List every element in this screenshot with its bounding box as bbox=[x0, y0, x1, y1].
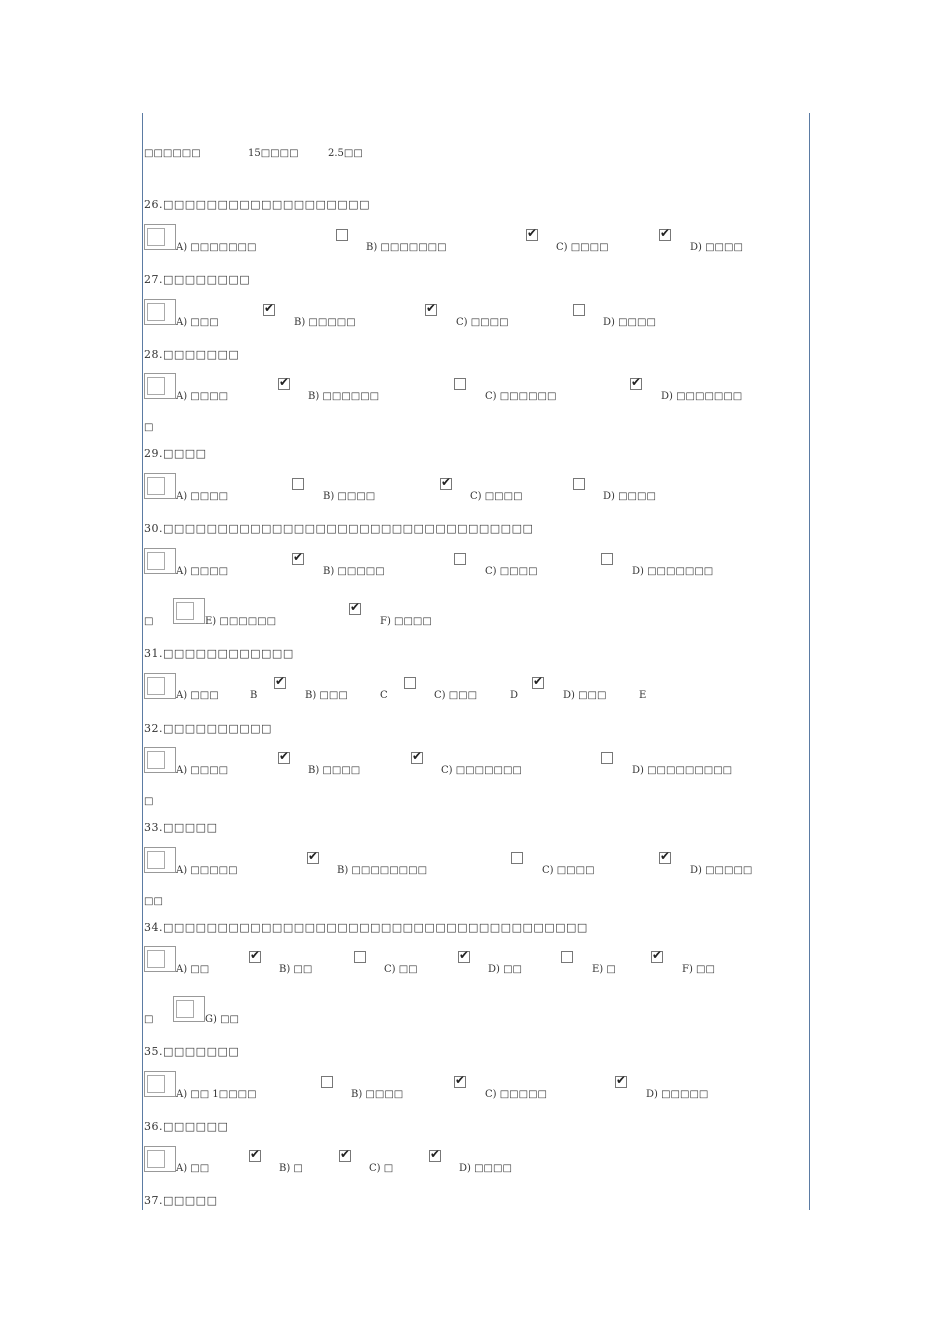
q36-checkbox-c[interactable] bbox=[339, 1150, 351, 1162]
q30-input-box-2[interactable] bbox=[173, 598, 205, 624]
q34-input-box[interactable] bbox=[144, 946, 176, 972]
q26-option-c: C) □□□□ bbox=[556, 242, 609, 253]
q30-option-a: A) □□□□ bbox=[176, 566, 229, 577]
top-text-2: 15□□□□ bbox=[248, 148, 299, 159]
q29-checkbox-c[interactable] bbox=[440, 478, 452, 490]
q26-checkbox-b[interactable] bbox=[336, 229, 348, 241]
question-34-label: 34.□□□□□□□□□□□□□□□□□□□□□□□□□□□□□□□□□□□□□□□ bbox=[144, 921, 588, 934]
q36-option-c: C) □ bbox=[369, 1163, 394, 1174]
q32-checkbox-d[interactable] bbox=[601, 752, 613, 764]
q29-option-a: A) □□□□ bbox=[176, 491, 229, 502]
q35-input-box[interactable] bbox=[144, 1071, 176, 1097]
question-28-label: 28.□□□□□□□ bbox=[144, 348, 240, 361]
question-35-label: 35.□□□□□□□ bbox=[144, 1045, 240, 1058]
q34-option-a: A) □□ bbox=[176, 964, 210, 975]
q27-option-d: D) □□□□ bbox=[603, 317, 656, 328]
question-36-label: 36.□□□□□□ bbox=[144, 1120, 229, 1133]
q33-checkbox-d[interactable] bbox=[659, 852, 671, 864]
q28-checkbox-b[interactable] bbox=[278, 378, 290, 390]
q27-option-b: B) □□□□□ bbox=[294, 317, 356, 328]
q31-option-c: C) □□□ bbox=[434, 690, 478, 701]
q33-checkbox-c[interactable] bbox=[511, 852, 523, 864]
q30-tail: □ bbox=[144, 616, 154, 627]
q36-checkbox-b[interactable] bbox=[249, 1150, 261, 1162]
q28-checkbox-c[interactable] bbox=[454, 378, 466, 390]
q26-checkbox-c[interactable] bbox=[526, 229, 538, 241]
q30-input-box[interactable] bbox=[144, 548, 176, 574]
q33-option-c: C) □□□□ bbox=[542, 865, 595, 876]
q34-checkbox-f[interactable] bbox=[651, 951, 663, 963]
q31-checkbox-c[interactable] bbox=[404, 677, 416, 689]
q32-option-d: D) □□□□□□□□□ bbox=[632, 765, 733, 776]
top-text-3: 2.5□□ bbox=[328, 148, 363, 159]
q34-option-c: C) □□ bbox=[384, 964, 418, 975]
q27-checkbox-c[interactable] bbox=[425, 304, 437, 316]
q36-option-a: A) □□ bbox=[176, 1163, 210, 1174]
q29-checkbox-d[interactable] bbox=[573, 478, 585, 490]
q27-option-c: C) □□□□ bbox=[456, 317, 509, 328]
q36-input-box[interactable] bbox=[144, 1146, 176, 1172]
q30-checkbox-b[interactable] bbox=[292, 553, 304, 565]
q31-input-box[interactable] bbox=[144, 673, 176, 699]
q27-checkbox-d[interactable] bbox=[573, 304, 585, 316]
q32-option-c: C) □□□□□□□ bbox=[441, 765, 522, 776]
q29-checkbox-b[interactable] bbox=[292, 478, 304, 490]
q30-checkbox-c[interactable] bbox=[454, 553, 466, 565]
q35-option-b: B) □□□□ bbox=[351, 1089, 404, 1100]
q36-option-d: D) □□□□ bbox=[459, 1163, 512, 1174]
q34-option-g: G) □□ bbox=[205, 1014, 239, 1025]
q35-option-a: A) □□ 1□□□□ bbox=[176, 1089, 257, 1100]
q28-option-c: C) □□□□□□ bbox=[485, 391, 557, 402]
q32-option-b: B) □□□□ bbox=[308, 765, 361, 776]
q26-option-a: A) □□□□□□□ bbox=[176, 242, 257, 253]
q28-option-b: B) □□□□□□ bbox=[308, 391, 380, 402]
q27-checkbox-b[interactable] bbox=[263, 304, 275, 316]
q30-option-e: E) □□□□□□ bbox=[205, 616, 277, 627]
q30-option-f: F) □□□□ bbox=[380, 616, 432, 627]
q29-option-c: C) □□□□ bbox=[470, 491, 523, 502]
question-31-label: 31.□□□□□□□□□□□□ bbox=[144, 647, 294, 660]
q34-option-b: B) □□ bbox=[279, 964, 313, 975]
q33-option-a: A) □□□□□ bbox=[176, 865, 238, 876]
q31-letter-1: B bbox=[250, 690, 258, 701]
q31-option-a: A) □□□ bbox=[176, 690, 219, 701]
question-29-label: 29.□□□□ bbox=[144, 447, 207, 460]
q33-tail: □□ bbox=[144, 896, 163, 907]
q35-checkbox-d[interactable] bbox=[615, 1076, 627, 1088]
q33-input-box[interactable] bbox=[144, 847, 176, 873]
top-text-1: □□□□□□ bbox=[144, 148, 201, 159]
q30-checkbox-f[interactable] bbox=[349, 603, 361, 615]
q32-tail: □ bbox=[144, 796, 154, 807]
q31-checkbox-d[interactable] bbox=[532, 677, 544, 689]
q34-option-f: F) □□ bbox=[682, 964, 715, 975]
q34-option-d: D) □□ bbox=[488, 964, 522, 975]
q33-option-b: B) □□□□□□□□ bbox=[337, 865, 428, 876]
q32-input-box[interactable] bbox=[144, 747, 176, 773]
q26-option-b: B) □□□□□□□ bbox=[366, 242, 447, 253]
q31-option-b: B) □□□ bbox=[305, 690, 348, 701]
q32-checkbox-c[interactable] bbox=[411, 752, 423, 764]
q28-tail: □ bbox=[144, 422, 154, 433]
question-33-label: 33.□□□□□ bbox=[144, 821, 218, 834]
q28-input-box[interactable] bbox=[144, 373, 176, 399]
q34-checkbox-b[interactable] bbox=[249, 951, 261, 963]
q30-checkbox-d[interactable] bbox=[601, 553, 613, 565]
q26-input-box[interactable] bbox=[144, 224, 176, 250]
q35-option-c: C) □□□□□ bbox=[485, 1089, 547, 1100]
q31-letter-4: E bbox=[639, 690, 647, 701]
q34-checkbox-d[interactable] bbox=[458, 951, 470, 963]
q36-checkbox-d[interactable] bbox=[429, 1150, 441, 1162]
q33-checkbox-b[interactable] bbox=[307, 852, 319, 864]
q29-option-b: B) □□□□ bbox=[323, 491, 376, 502]
question-37-label: 37.□□□□□ bbox=[144, 1194, 218, 1207]
q28-checkbox-d[interactable] bbox=[630, 378, 642, 390]
q32-checkbox-b[interactable] bbox=[278, 752, 290, 764]
q34-tail: □ bbox=[144, 1014, 154, 1025]
q30-option-b: B) □□□□□ bbox=[323, 566, 385, 577]
q29-option-d: D) □□□□ bbox=[603, 491, 656, 502]
q35-option-d: D) □□□□□ bbox=[646, 1089, 709, 1100]
question-26-label: 26.□□□□□□□□□□□□□□□□□□□ bbox=[144, 198, 370, 211]
q30-option-d: D) □□□□□□□ bbox=[632, 566, 714, 577]
q26-option-d: D) □□□□ bbox=[690, 242, 743, 253]
question-30-label: 30.□□□□□□□□□□□□□□□□□□□□□□□□□□□□□□□□□□ bbox=[144, 522, 534, 535]
q31-option-d: D) □□□ bbox=[563, 690, 607, 701]
q34-checkbox-c[interactable] bbox=[354, 951, 366, 963]
q36-option-b: B) □ bbox=[279, 1163, 303, 1174]
q30-option-c: C) □□□□ bbox=[485, 566, 538, 577]
q32-option-a: A) □□□□ bbox=[176, 765, 229, 776]
q27-input-box[interactable] bbox=[144, 299, 176, 325]
q29-input-box[interactable] bbox=[144, 473, 176, 499]
q28-option-d: D) □□□□□□□ bbox=[661, 391, 743, 402]
q34-input-box-2[interactable] bbox=[173, 996, 205, 1022]
question-27-label: 27.□□□□□□□□ bbox=[144, 273, 251, 286]
q28-option-a: A) □□□□ bbox=[176, 391, 229, 402]
q35-checkbox-b[interactable] bbox=[321, 1076, 333, 1088]
q31-checkbox-b[interactable] bbox=[274, 677, 286, 689]
q33-option-d: D) □□□□□ bbox=[690, 865, 753, 876]
q27-option-a: A) □□□ bbox=[176, 317, 219, 328]
q26-checkbox-d[interactable] bbox=[659, 229, 671, 241]
q31-letter-3: D bbox=[510, 690, 519, 701]
q34-checkbox-e[interactable] bbox=[561, 951, 573, 963]
q31-letter-2: C bbox=[380, 690, 388, 701]
question-32-label: 32.□□□□□□□□□□ bbox=[144, 722, 272, 735]
q35-checkbox-c[interactable] bbox=[454, 1076, 466, 1088]
q34-option-e: E) □ bbox=[592, 964, 616, 975]
